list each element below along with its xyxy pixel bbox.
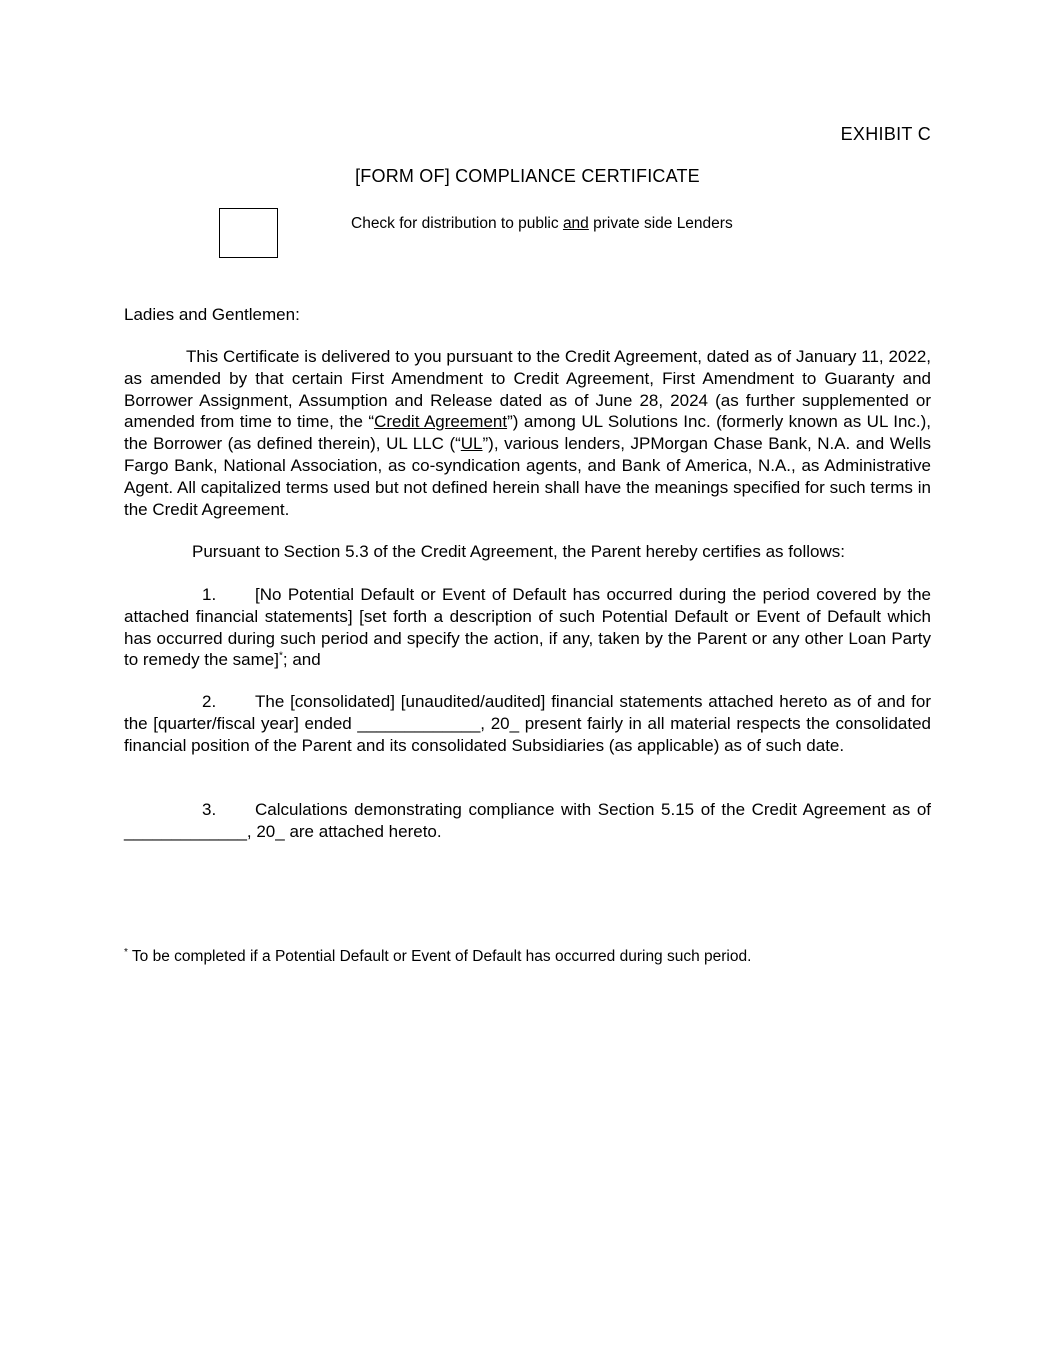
item-text: Calculations demonstrating compliance with Section 5.15 of the Credit Agreement as of _____________, 20_ are attached hereto. (124, 800, 931, 841)
distribution-checkbox[interactable] (219, 208, 278, 258)
item-number: 3. (202, 800, 217, 819)
list-item (124, 584, 931, 671)
salutation: Ladies and Gentlemen: (124, 305, 300, 324)
intro-text-3: ”), various lenders, JPMorgan Chase Bank, N.A. and Wells Fargo Bank, National Association, as co-syndication agents, and Bank of America, N.A., as Administrative Agent. All capitalized terms used but not defined herein shall have the meanings specified for such terms in the Credit Agreement. (124, 434, 931, 519)
list-item (124, 799, 931, 843)
item-text-after: ; and (282, 650, 321, 670)
distribution-label (351, 215, 733, 233)
item-number: 1. (202, 585, 217, 604)
intro-text-2: ”) among UL Solutions Inc. (formerly known as UL Inc.), the Borrower (as defined therein), UL LLC (“ (124, 412, 932, 454)
defined-term-credit-agreement: Credit Agreement (374, 412, 508, 432)
footnote-mark: * (278, 650, 283, 662)
footnote-text: To be completed if a Potential Default or Event of Default has occurred during such period. (127, 948, 752, 965)
distribution-text-after: private side Lenders (588, 215, 733, 232)
distribution-text-underlined: and (562, 215, 589, 232)
list-item (124, 691, 931, 756)
defined-term-ul: UL (460, 434, 483, 454)
pursuant-paragraph: Pursuant to Section 5.3 of the Credit Agreement, the Parent hereby certifies as follows: (192, 542, 845, 561)
intro-paragraph (124, 346, 931, 520)
item-number: 2. (202, 692, 217, 711)
intro-text-1: This Certificate is delivered to you pursuant to the Credit Agreement, dated as of January 11, 2022, as amended by that certain First Amendment to Credit Agreement, First Amendment to Guaranty and Borrower Assignment, Assumption and Release dated as of June 28, 2024 (as further supplemented or amended from time to time, the “ (124, 347, 931, 432)
item-text: The [consolidated] [unaudited/audited] financial statements attached hereto as of and for the [quarter/fiscal year] ended _____________, 20_ present fairly in all material respects the consolidated financial position of the Parent and its consolidated Subsidiaries (as applicable) as of such date. (124, 692, 931, 755)
exhibit-label: EXHIBIT C (840, 124, 931, 144)
document-title: [FORM OF] COMPLIANCE CERTIFICATE (355, 166, 700, 186)
item-text: [No Potential Default or Event of Default has occurred during the period covered by the attached financial statements] [set forth a description of such Potential Default or Event of Default which has occurred during such period and specify the action, if any, taken by the Parent or any other Loan Party to remedy the same] (124, 585, 931, 670)
footnote-mark: * (124, 946, 128, 958)
footnote (124, 948, 751, 966)
distribution-text-before: Check for distribution to public (351, 215, 563, 232)
